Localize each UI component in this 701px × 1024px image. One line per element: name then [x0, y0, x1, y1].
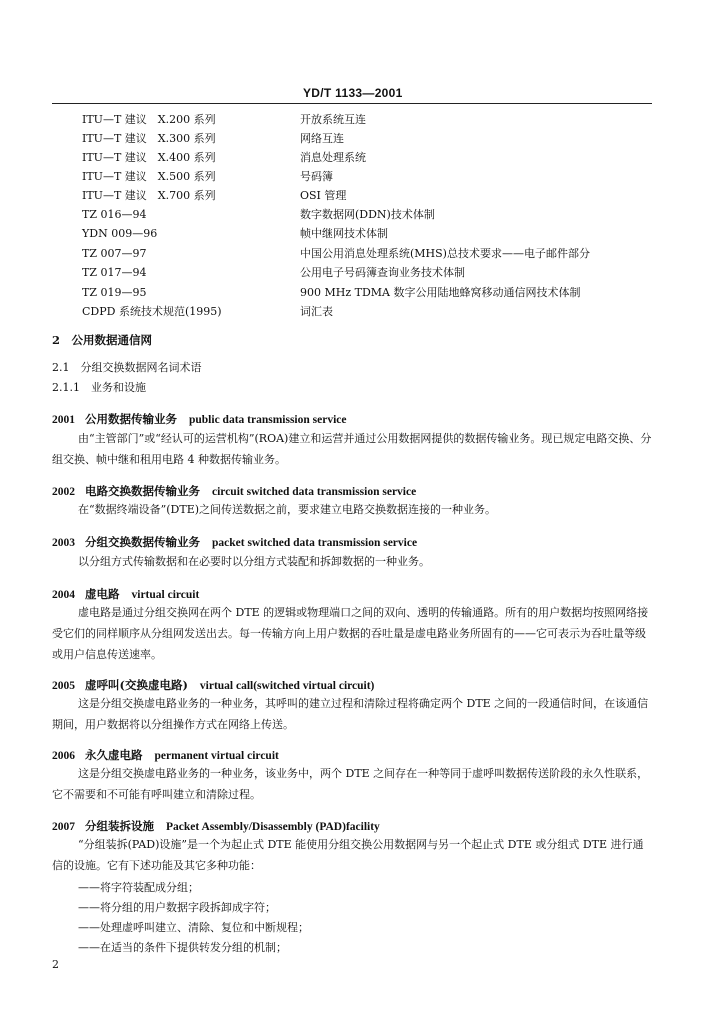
reference-title: 网络互连 [300, 132, 344, 145]
term-number: 2002 [52, 486, 75, 498]
reference-code: ITU—T 建议 X.700 系列 [82, 189, 216, 202]
term-definition-text: 以分组方式传输数据和在必要时以分组方式装配和拆卸数据的一种业务。 [78, 555, 430, 568]
reference-code: ITU—T 建议 X.200 系列 [82, 113, 216, 126]
subsection-heading: 2.1 分组交换数据网名词术语 [52, 361, 202, 374]
reference-title: 号码簿 [300, 170, 333, 183]
term-heading [52, 747, 279, 763]
header-rule [52, 103, 652, 104]
term-chinese: 电路交换数据传输业务 [85, 484, 200, 498]
term-heading [52, 677, 374, 693]
term-definition [52, 763, 652, 805]
term-definition-text: “分组装拆(PAD)设施”是一个为起止式 DTE 能使用分组交换公用数据网与另一个起止式 DTE 或分组式 DTE 进行通信的设施。它有下述功能及其它多种功能： [52, 838, 644, 872]
term-number: 2005 [52, 680, 75, 692]
term-heading [52, 534, 417, 550]
reference-code: TZ 019—95 [82, 286, 147, 299]
term-number: 2003 [52, 537, 75, 549]
reference-title: 中国公用消息处理系统(MHS)总技术要求——电子邮件部分 [300, 247, 590, 260]
pad-function-item: ——处理虚呼叫建立、清除、复位和中断规程； [78, 921, 309, 934]
term-chinese: 永久虚电路 [85, 748, 143, 762]
reference-title: 开放系统互连 [300, 113, 366, 126]
term-definition [52, 693, 652, 735]
term-chinese: 分组装拆设施 [85, 819, 154, 833]
term-definition [52, 551, 652, 572]
term-chinese: 分组交换数据传输业务 [85, 535, 200, 549]
term-chinese: 虚电路 [85, 587, 120, 601]
term-chinese: 公用数据传输业务 [85, 412, 177, 426]
term-number: 2006 [52, 750, 75, 762]
pad-function-item: ——将分组的用户数据字段拆卸成字符； [78, 901, 276, 914]
reference-code: ITU—T 建议 X.300 系列 [82, 132, 216, 145]
standard-number-header: YD/T 1133—2001 [303, 86, 403, 100]
term-definition [52, 834, 652, 876]
reference-title: 900 MHz TDMA 数字公用陆地蜂窝移动通信网技术体制 [300, 286, 581, 299]
reference-code: ITU—T 建议 X.400 系列 [82, 151, 216, 164]
pad-function-item: ——在适当的条件下提供转发分组的机制； [78, 941, 287, 954]
reference-title: 数字数据网(DDN)技术体制 [300, 208, 435, 221]
term-definition [52, 602, 652, 665]
term-definition-text: 虚电路是通过分组交换网在两个 DTE 的逻辑或物理端口之间的双向、透明的传输通路。所有的用户数据均按照网络接受它们的同样顺序从分组网发送出去。每一传输方向上用户数据的吞吐量是虚电路业务所固有的——它可表示为吞吐量等级或用户信息传送速率。 [52, 606, 649, 661]
page-number: 2 [52, 958, 59, 971]
term-number: 2007 [52, 821, 75, 833]
reference-code: YDN 009—96 [82, 227, 158, 240]
section-heading: 2 公用数据通信网 [52, 333, 153, 347]
reference-code: TZ 017—94 [82, 266, 147, 279]
term-english: virtual call(switched virtual circuit) [199, 680, 375, 692]
reference-title: OSI 管理 [300, 189, 347, 202]
term-heading [52, 818, 380, 834]
reference-title: 帧中继网技术体制 [300, 227, 388, 240]
term-english: public data transmission service [189, 414, 347, 426]
term-definition-text: 这是分组交换虚电路业务的一种业务，其呼叫的建立过程和清除过程将确定两个 DTE 之间的一段通信时间，在该通信期间，用户数据将以分组操作方式在网络上传送。 [52, 697, 649, 731]
term-english: virtual circuit [131, 589, 200, 601]
term-heading [52, 586, 199, 602]
term-number: 2004 [52, 589, 75, 601]
reference-title: 公用电子号码簿查询业务技术体制 [300, 266, 465, 279]
reference-code: CDPD 系统技术规范(1995) [82, 305, 222, 318]
term-number: 2001 [52, 414, 75, 426]
term-definition [52, 428, 652, 470]
subsection-heading: 2.1.1 业务和设施 [52, 381, 146, 394]
term-english: permanent virtual circuit [154, 750, 279, 762]
reference-title: 词汇表 [300, 305, 333, 318]
term-definition [52, 499, 652, 520]
term-heading [52, 483, 416, 499]
term-english: circuit switched data transmission service [212, 486, 417, 498]
term-definition-text: 这是分组交换虚电路业务的一种业务，该业务中，两个 DTE 之间存在一种等同于虚呼叫数据传送阶段的永久性联系，它不需要和不可能有呼叫建立和清除过程。 [52, 767, 649, 801]
term-chinese: 虚呼叫(交换虚电路) [85, 678, 188, 692]
pad-function-item: ——将字符装配成分组； [78, 881, 199, 894]
term-english: Packet Assembly/Disassembly (PAD)facility [166, 821, 380, 833]
reference-code: TZ 007—97 [82, 247, 147, 260]
term-heading [52, 411, 347, 427]
term-definition-text: 在“数据终端设备”(DTE)之间传送数据之前，要求建立电路交换数据连接的一种业务。 [78, 503, 497, 516]
term-definition-text: 由“主管部门”或“经认可的运营机构”(ROA)建立和运营并通过公用数据网提供的数据传输业务。现已规定电路交换、分组交换、帧中继和租用电路 4 种数据传输业务。 [52, 432, 652, 466]
term-english: packet switched data transmission service [212, 537, 418, 549]
reference-title: 消息处理系统 [300, 151, 366, 164]
reference-code: ITU—T 建议 X.500 系列 [82, 170, 216, 183]
reference-code: TZ 016—94 [82, 208, 147, 221]
